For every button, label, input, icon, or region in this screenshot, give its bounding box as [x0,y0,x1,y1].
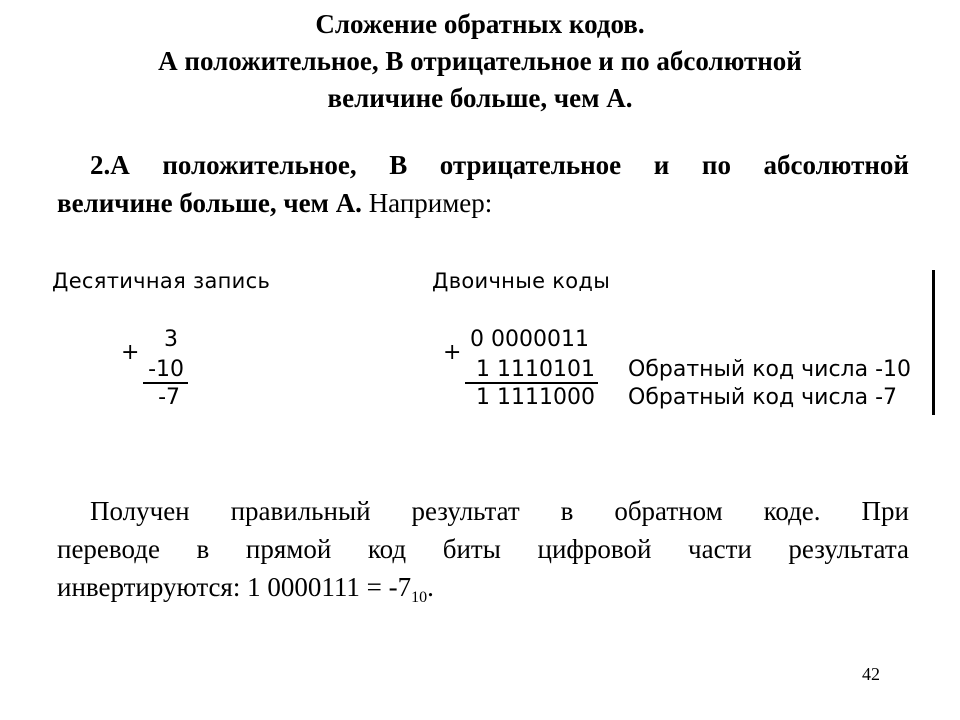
binary-plus-sign: + [443,340,462,365]
conclusion-word: в [196,534,210,564]
conclusion-word: переводе [57,534,160,564]
conclusion-word: правильный [230,496,371,526]
conclusion-word: части [688,534,752,564]
conclusion-word: прямой [245,534,332,564]
binary-result: 1 1111000 [476,385,595,410]
conclusion-word: коде. [763,496,821,526]
intro-word: по [701,150,731,180]
conclusion-word: обратном [614,496,723,526]
intro-word: и [653,150,670,180]
result-note: Обратный код числа -7 [628,385,898,410]
conclusion-word: код [367,534,407,564]
conclusion-word: результата [788,534,909,564]
intro-line-1 [57,146,909,184]
intro-bold-text: величине больше, чем А. [57,188,362,218]
decimal-sum-line [143,382,188,384]
decimal-header: Десятичная запись [52,269,271,293]
intro-word: 2.А [90,150,130,180]
right-edge-bar [932,270,935,415]
page-number: 42 [862,664,880,684]
intro-word: абсолютной [763,150,909,180]
intro-line-2 [57,184,909,222]
conclusion-word: Получен [90,496,190,526]
title-line-3: величине больше, чем А. [327,83,633,113]
conclusion-word: результат [411,496,520,526]
conclusion-paragraph [57,492,909,606]
binary-operand-1: 0 0000011 [470,327,589,352]
binary-operand-2: 1 1110101 [476,357,595,382]
binary-header: Двоичные коды [432,269,611,293]
conclusion-formula: инвертируются: 1 0000111 = -7 [57,572,412,602]
intro-word: В [389,150,408,180]
intro-paragraph [57,146,909,222]
title-line-2: А положительное, В отрицательное и по абсолютной [158,46,802,76]
intro-word: отрицательное [439,150,622,180]
conclusion-word: цифровой [537,534,652,564]
operand-2-note: Обратный код числа -10 [628,357,912,382]
decimal-result: -7 [158,385,180,410]
conclusion-word: в [560,496,574,526]
intro-plain-text: Например: [361,188,493,218]
conclusion-line-1 [57,492,909,530]
conclusion-word: При [861,496,909,526]
slide-title [80,6,880,117]
decimal-plus-sign: + [121,340,140,365]
decimal-operand-1: 3 [164,327,178,352]
conclusion-period: . [427,572,434,602]
binary-sum-line [465,382,598,384]
conclusion-line-3 [57,568,909,606]
conclusion-line-2 [57,530,909,568]
intro-word: положительное, [162,150,357,180]
decimal-operand-2: -10 [148,357,184,382]
title-line-1: Сложение обратных кодов. [315,9,645,39]
base-subscript: 10 [411,589,428,606]
conclusion-word: биты [442,534,501,564]
